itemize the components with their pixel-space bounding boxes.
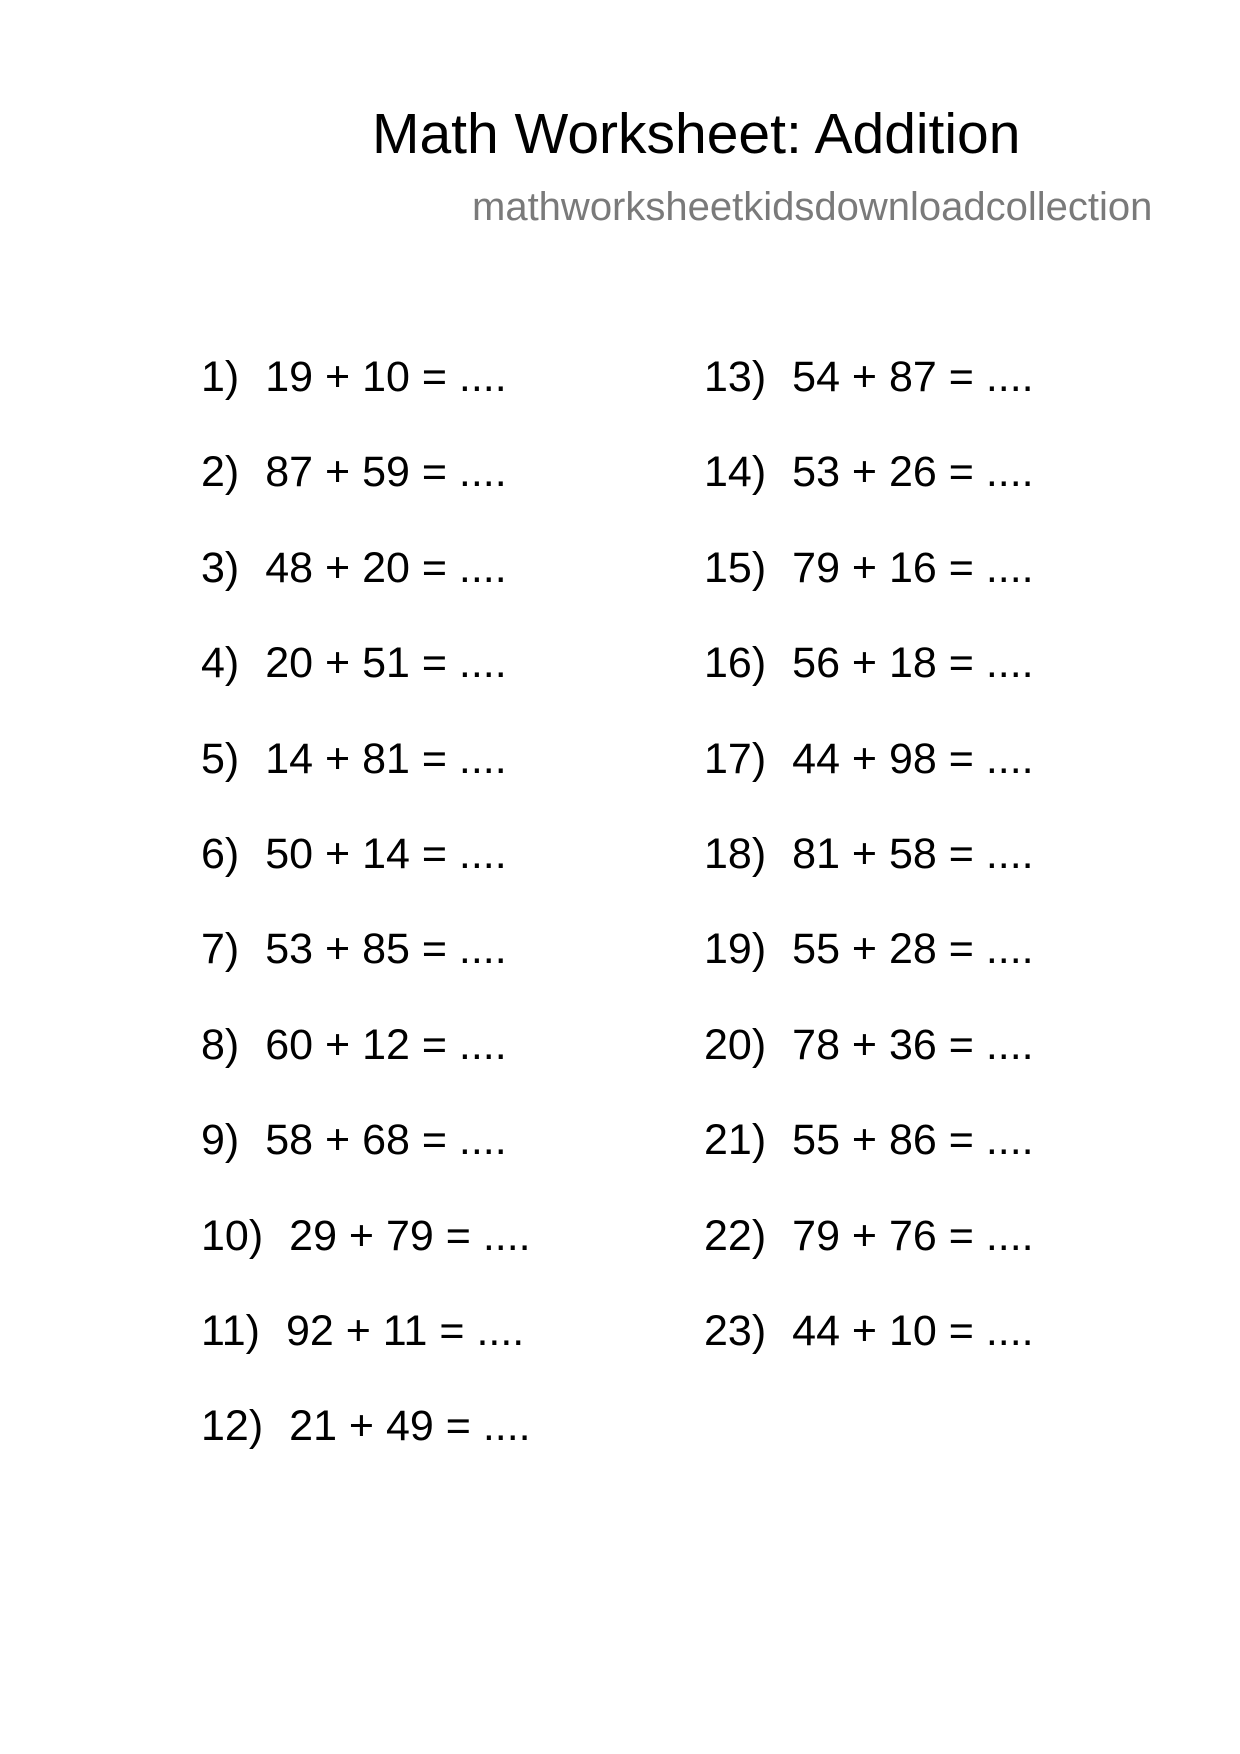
problem-item	[704, 1208, 1034, 1303]
problem-expression: 56 + 18 = ....	[792, 639, 1034, 688]
problem-item	[201, 731, 531, 826]
problem-number: 17)	[704, 734, 767, 783]
problem-column-left	[201, 349, 531, 1494]
problem-number: 8)	[201, 1020, 240, 1069]
problem-number: 13)	[704, 353, 767, 401]
problem-expression: 60 + 12 = ....	[265, 1020, 507, 1069]
problem-item	[704, 349, 1034, 444]
problem-item	[704, 444, 1034, 539]
problem-expression: 29 + 79 = ....	[289, 1211, 531, 1260]
problem-item	[704, 731, 1034, 826]
problem-expression: 19 + 10 = ....	[265, 353, 507, 401]
problem-number: 15)	[704, 543, 767, 592]
problem-item	[201, 1112, 531, 1207]
problem-number: 21)	[704, 1116, 767, 1165]
problem-expression: 79 + 16 = ....	[792, 543, 1034, 592]
problem-number: 4)	[201, 639, 240, 688]
problem-number: 11)	[201, 1306, 260, 1355]
problem-item	[201, 921, 531, 1016]
problem-expression: 87 + 59 = ....	[265, 448, 507, 497]
problem-expression: 53 + 26 = ....	[792, 448, 1034, 497]
problem-expression: 53 + 85 = ....	[265, 925, 507, 974]
problem-expression: 55 + 28 = ....	[792, 925, 1034, 974]
site-watermark-text: mathworksheetkidsdownloadcollection	[472, 185, 1153, 229]
problem-expression: 78 + 36 = ....	[792, 1020, 1034, 1069]
problem-item	[704, 1112, 1034, 1207]
problem-number: 9)	[201, 1116, 240, 1165]
problem-expression: 14 + 81 = ....	[265, 734, 507, 783]
problem-number: 3)	[201, 543, 240, 592]
problem-item	[704, 1017, 1034, 1112]
problem-item	[704, 1303, 1034, 1398]
problem-number: 5)	[201, 734, 240, 783]
problem-number: 16)	[704, 639, 767, 688]
problem-expression: 54 + 87 = ....	[792, 353, 1034, 401]
problem-number: 19)	[704, 925, 767, 974]
page-title: Math Worksheet: Addition	[372, 102, 1021, 166]
problem-item	[704, 540, 1034, 635]
problem-item	[201, 540, 531, 635]
problem-number: 23)	[704, 1306, 767, 1355]
problem-item	[201, 1017, 531, 1112]
problem-number: 14)	[704, 448, 767, 497]
problem-column-right	[704, 349, 1034, 1398]
problem-item	[201, 1208, 531, 1303]
problem-item	[201, 826, 531, 921]
problem-item	[201, 444, 531, 539]
problem-expression: 50 + 14 = ....	[265, 829, 507, 878]
problem-number: 22)	[704, 1211, 767, 1260]
problem-expression: 79 + 76 = ....	[792, 1211, 1034, 1260]
problem-number: 10)	[201, 1211, 264, 1260]
problem-number: 12)	[201, 1402, 264, 1451]
problem-expression: 92 + 11 = ....	[285, 1306, 525, 1355]
problem-expression: 48 + 20 = ....	[265, 543, 507, 592]
problem-number: 7)	[201, 925, 240, 974]
problem-item	[704, 826, 1034, 921]
problem-expression: 81 + 58 = ....	[792, 829, 1034, 878]
problem-number: 2)	[201, 448, 240, 497]
problem-expression: 58 + 68 = ....	[265, 1116, 507, 1165]
problem-item	[201, 1303, 531, 1398]
problem-item	[704, 921, 1034, 1016]
problem-expression: 55 + 86 = ....	[792, 1116, 1034, 1165]
problem-expression: 21 + 49 = ....	[289, 1402, 531, 1451]
problem-number: 6)	[201, 829, 240, 878]
problem-item	[704, 635, 1034, 730]
problem-expression: 44 + 98 = ....	[792, 734, 1034, 783]
problem-expression: 20 + 51 = ....	[265, 639, 507, 688]
problem-expression: 44 + 10 = ....	[792, 1306, 1034, 1355]
problem-number: 18)	[704, 829, 767, 878]
problem-item	[201, 1398, 531, 1493]
problem-number: 1)	[201, 353, 240, 401]
problem-item	[201, 349, 531, 444]
problem-item	[201, 635, 531, 730]
problem-number: 20)	[704, 1020, 767, 1069]
